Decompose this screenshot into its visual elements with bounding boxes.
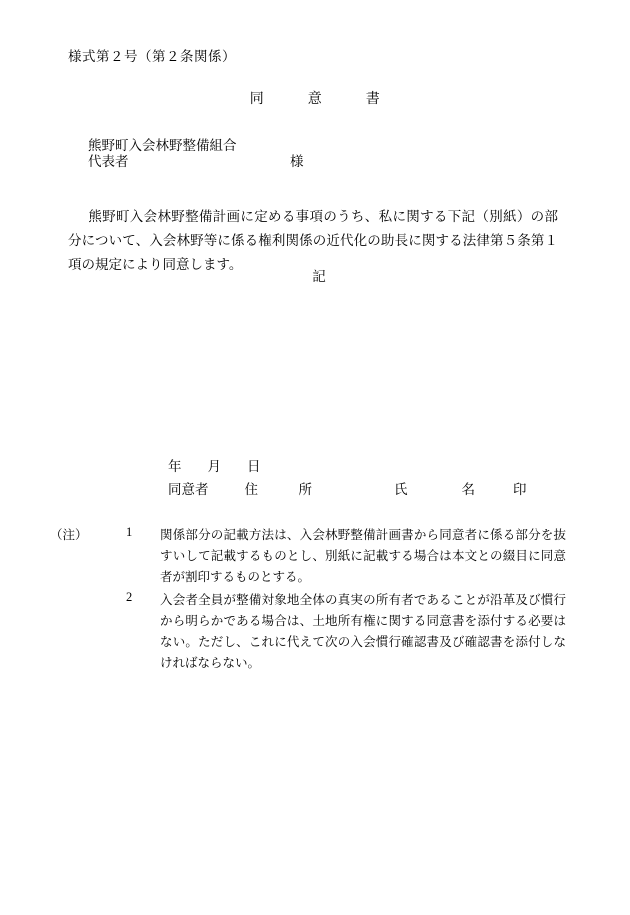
addressee-organization: 熊野町入会林野整備組合 bbox=[88, 138, 237, 153]
note-item bbox=[126, 525, 566, 588]
consenter-label: 同意者 bbox=[168, 482, 209, 497]
note-number: 2 bbox=[126, 590, 133, 604]
note-text: 入会者全員が整備対象地全体の真実の所有者であることが沿革及び慣行から明らかである場合は、土地所有権に関する同意書を添付する必要はない。ただし、これに代えて次の入会慣行確認書及び確認書を添付しなければならない。 bbox=[160, 593, 566, 670]
date-row bbox=[168, 455, 261, 475]
form-number: 様式第２号（第２条関係） bbox=[68, 49, 236, 64]
notes-label: （注） bbox=[50, 528, 88, 542]
ki-mark: 記 bbox=[312, 269, 326, 284]
signature-row bbox=[168, 478, 527, 498]
name-label: 氏 名 bbox=[394, 482, 475, 497]
note-item bbox=[126, 590, 566, 674]
seal-label: 印 bbox=[513, 482, 527, 497]
date-day-label: 日 bbox=[247, 459, 261, 474]
document-title: 同 意 書 bbox=[249, 92, 381, 107]
address-label: 住 所 bbox=[244, 482, 312, 497]
notes-list bbox=[126, 525, 566, 676]
addressee-representative-label: 代表者 bbox=[88, 154, 129, 169]
addressee-honorific: 様 bbox=[290, 154, 304, 169]
body-text: 熊野町入会林野整備計画に定める事項のうち、私に関する下記（別紙）の部分について、入会林野等に係る権利関係の近代化の助長に関する法律第５条第１項の規定により同意します。 bbox=[68, 209, 558, 272]
note-number: 1 bbox=[126, 525, 133, 539]
date-year-label: 年 bbox=[168, 459, 182, 474]
fill-in-blank-area[interactable] bbox=[68, 295, 562, 445]
date-month-label: 月 bbox=[207, 459, 221, 474]
note-text: 関係部分の記載方法は、入会林野整備計画書から同意者に係る部分を抜すいして記載するものとし、別紙に記載する場合は本文との綴目に同意者が割印するものとする。 bbox=[160, 528, 566, 584]
